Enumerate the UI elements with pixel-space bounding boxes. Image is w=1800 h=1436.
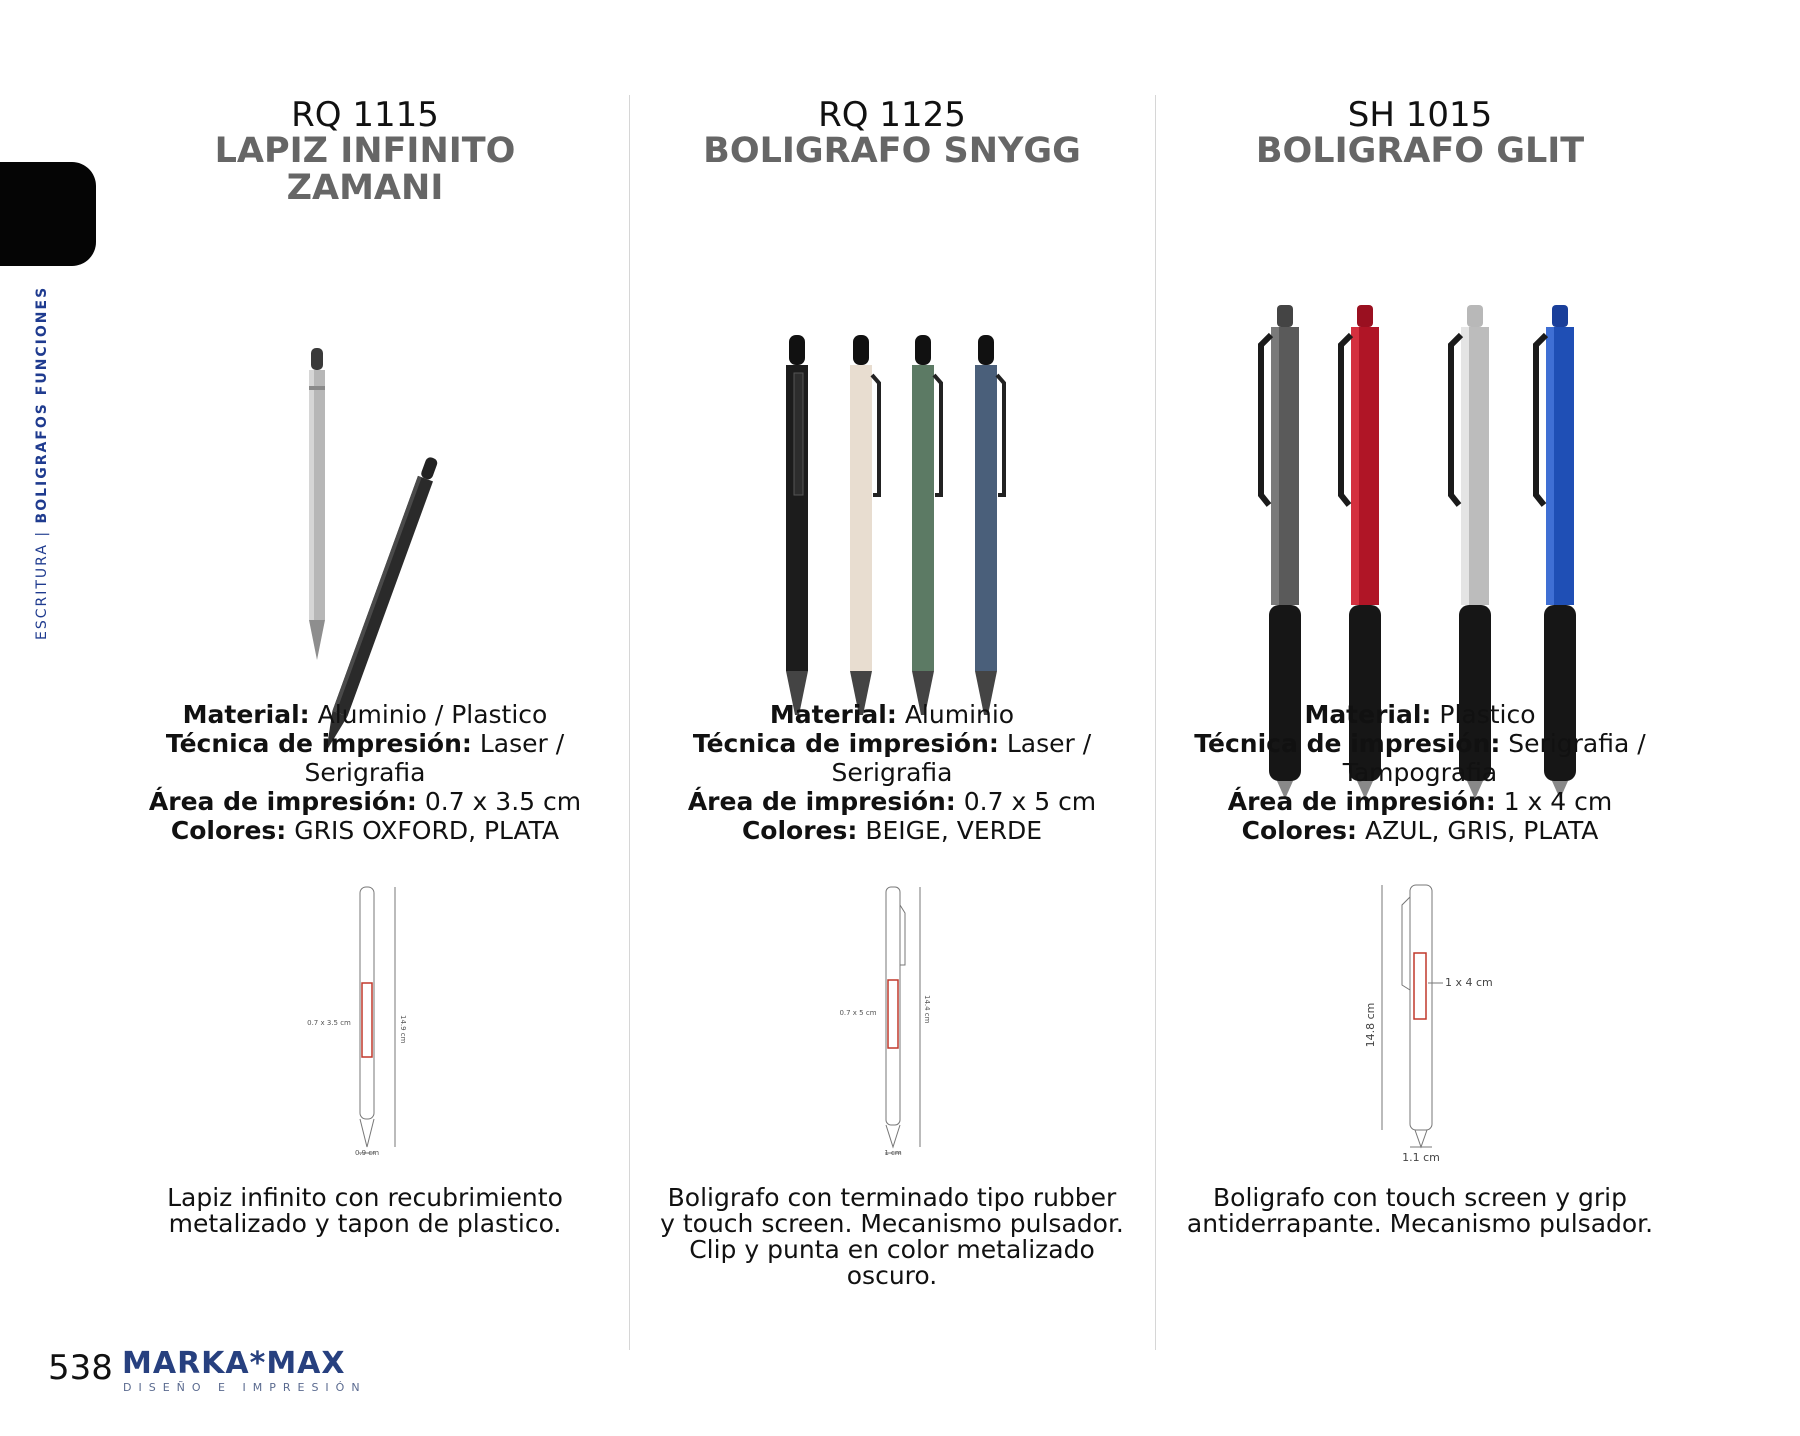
description-line: Lapiz infinito con recubrimiento [167, 1183, 563, 1212]
diagram-area-label: 0.7 x 5 cm [839, 1009, 877, 1017]
brand-logo: MARKA*MAX [122, 1346, 346, 1381]
product-name [642, 133, 1142, 170]
diagram-height-label: 14.9 cm [399, 1015, 407, 1044]
product-card-rq1115 [115, 95, 615, 1345]
product-code: RQ 1115 [291, 95, 439, 135]
product-description [1170, 1185, 1670, 1237]
product-code: SH 1015 [1347, 95, 1493, 135]
diagram-area-label: 1 x 4 cm [1445, 976, 1493, 989]
spec-area: Área de impresión: 0.7 x 3.5 cm [148, 787, 582, 816]
spec-colores: Colores: BEIGE, VERDE [741, 816, 1043, 845]
description-line: oscuro. [846, 1261, 938, 1290]
diagram-height-label: 14.4 cm [923, 995, 931, 1024]
product-card-rq1125 [642, 95, 1142, 1345]
diagram-area-label: 0.7 x 3.5 cm [307, 1019, 351, 1027]
description-line: y touch screen. Mecanismo pulsador. [660, 1209, 1124, 1238]
spec-material: Material: Aluminio / Plastico [182, 700, 548, 729]
product-name [115, 133, 615, 207]
product-name-line: BOLIGRAFO GLIT [1255, 131, 1585, 171]
column-divider [629, 95, 630, 1350]
spec-tecnica-cont: Serigrafia [304, 758, 426, 787]
description-line: antiderrapante. Mecanismo pulsador. [1186, 1209, 1654, 1238]
spec-area: Área de impresión: 0.7 x 5 cm [687, 787, 1097, 816]
product-code: RQ 1125 [818, 95, 966, 135]
spec-material: Material: Aluminio [769, 700, 1015, 729]
product-name-line: LAPIZ INFINITO [214, 131, 516, 171]
product-specs [1170, 700, 1670, 845]
spec-area: Área de impresión: 1 x 4 cm [1227, 787, 1613, 816]
description-line: metalizado y tapon de plastico. [168, 1209, 562, 1238]
diagram-width-label: 1 cm [884, 1149, 902, 1157]
spec-tecnica: Técnica de impresión: Laser / [165, 729, 565, 758]
spec-colores: Colores: GRIS OXFORD, PLATA [170, 816, 560, 845]
brand-tagline: DISEÑO E IMPRESIÓN [123, 1381, 367, 1394]
product-description [642, 1185, 1142, 1289]
diagram-height-label: 14.8 cm [1364, 1002, 1377, 1048]
product-name [1170, 133, 1670, 170]
product-card-sh1015 [1170, 95, 1670, 1345]
description-line: Boligrafo con terminado tipo rubber [667, 1183, 1117, 1212]
spec-tecnica-cont: Serigrafia [831, 758, 953, 787]
diagram-width-label: 0.9 cm [354, 1149, 380, 1157]
description-line: Boligrafo con touch screen y grip [1213, 1183, 1627, 1212]
product-name-line: BOLIGRAFO SNYGG [703, 131, 1081, 171]
dimension-diagram [115, 875, 615, 1155]
spec-material: Material: Plastico [1304, 700, 1536, 729]
product-specs [115, 700, 615, 845]
spec-tecnica: Técnica de impresión: Laser / [692, 729, 1092, 758]
section-label [34, 286, 50, 640]
dimension-diagram [1170, 875, 1670, 1164]
spec-tecnica-cont: Tampografia [1342, 758, 1498, 787]
section-label-subcategory: BOLIGRAFOS FUNCIONES [34, 285, 50, 524]
description-line: Clip y punta en color metalizado [689, 1235, 1095, 1264]
spec-tecnica: Técnica de impresión: Serigrafia / [1194, 729, 1646, 758]
page-number: 538 [48, 1348, 113, 1388]
section-label-category: ESCRITURA | [34, 523, 50, 640]
column-divider [1155, 95, 1156, 1350]
product-specs [642, 700, 1142, 845]
dimension-diagram [642, 875, 1142, 1155]
product-description [115, 1185, 615, 1237]
product-name-line: ZAMANI [286, 168, 444, 208]
diagram-width-label: 1.1 cm [1402, 1151, 1440, 1164]
spec-colores: Colores: AZUL, GRIS, PLATA [1241, 816, 1599, 845]
section-tab [0, 162, 96, 266]
